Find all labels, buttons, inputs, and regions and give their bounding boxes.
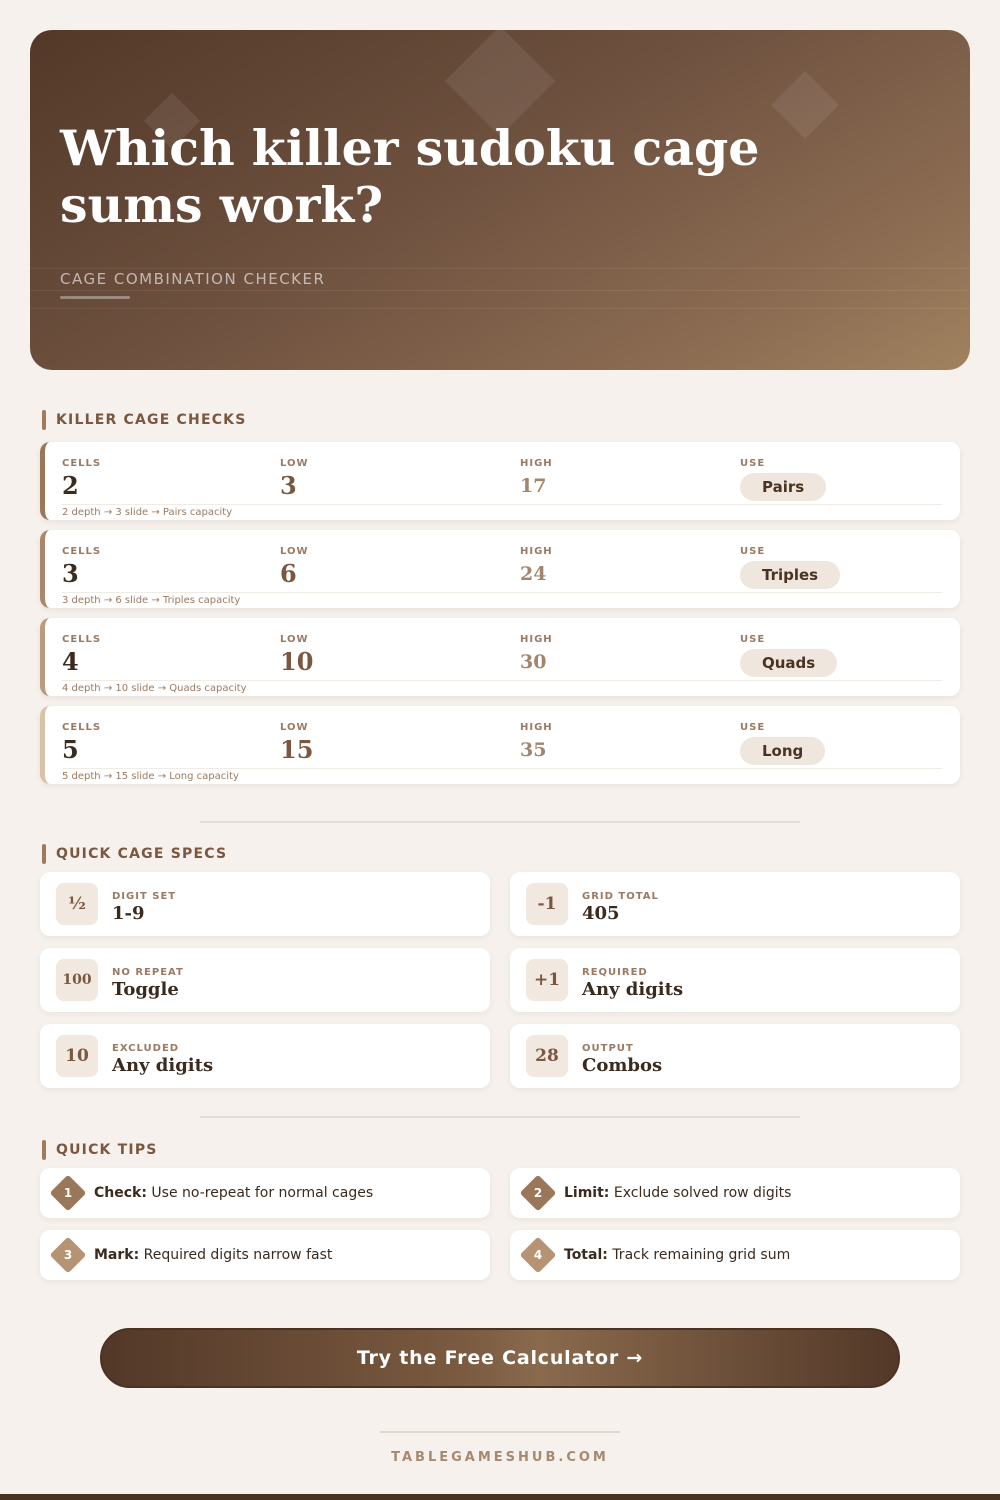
hero-decor-line [30,308,970,309]
ten-icon: 10 [56,1035,98,1077]
tip-body: Use no-repeat for normal cages [151,1185,374,1201]
spec-card-required [510,948,960,1012]
cells-column [62,634,101,676]
use-pill: Long [740,737,825,765]
tip-card [510,1230,960,1280]
half-fraction-icon: ½ [56,883,98,925]
diamond-number-icon [525,1180,551,1206]
hero-decor-line [30,268,970,269]
high-value: 17 [520,475,547,497]
low-value: 15 [280,735,314,764]
hundred-icon: 100 [56,959,98,1001]
high-column [520,634,553,673]
low-column [280,634,313,676]
high-label: HIGH [520,722,553,733]
high-label: HIGH [520,546,553,557]
cage-row [40,442,960,520]
spec-card-digit-set [40,872,490,936]
spec-value: 405 [582,903,620,924]
section-accent-bar [42,844,46,864]
cage-row [40,530,960,608]
diamond-number-icon [55,1180,81,1206]
spec-label: GRID TOTAL [582,891,659,902]
use-pill: Pairs [740,473,826,501]
row-note: 2 depth → 3 slide → Pairs capacity [62,507,233,518]
spec-label: EXCLUDED [112,1043,180,1054]
high-value: 24 [520,563,547,585]
spec-label: DIGIT SET [112,891,177,902]
tip-text [564,1247,790,1263]
tip-text [564,1185,791,1201]
cells-column [62,722,101,764]
use-label: USE [740,722,766,733]
spec-card-output [510,1024,960,1088]
tip-body: Required digits narrow fast [143,1247,333,1263]
footer-divider [380,1431,620,1433]
subtitle-underline [60,296,130,299]
tip-key: Check: [94,1185,147,1201]
row-note: 3 depth → 6 slide → Triples capacity [62,595,241,606]
tip-number: 1 [63,1186,73,1200]
cells-value: 2 [62,471,79,500]
low-label: LOW [280,722,309,733]
section-divider [200,1116,800,1118]
row-separator [62,592,942,593]
tip-text [94,1247,332,1263]
high-label: HIGH [520,458,553,469]
diamond-number-icon [55,1242,81,1268]
cage-row [40,618,960,696]
row-note: 4 depth → 10 slide → Quads capacity [62,683,247,694]
cells-column [62,458,101,500]
row-separator [62,504,942,505]
low-value: 3 [280,471,297,500]
section-accent-bar [42,1140,46,1160]
use-column [740,722,825,765]
spec-value: Toggle [112,979,179,1000]
tip-body: Track remaining grid sum [612,1247,791,1263]
low-column [280,722,313,764]
section-accent-bar [42,410,46,430]
spec-label: OUTPUT [582,1043,634,1054]
tip-number: 4 [533,1248,543,1262]
footer-site-name: TABLEGAMESHUB.COM [391,1450,609,1465]
high-value: 30 [520,651,547,673]
cage-row [40,706,960,784]
use-label: USE [740,458,766,469]
use-column [740,458,826,501]
use-pill: Triples [740,561,840,589]
spec-card-grid-total [510,872,960,936]
use-column [740,546,840,589]
cells-value: 4 [62,647,79,676]
minus-one-icon: -1 [526,883,568,925]
tip-card [510,1168,960,1218]
tip-key: Limit: [564,1185,610,1201]
cells-value: 5 [62,735,79,764]
hero-banner [30,30,970,370]
low-label: LOW [280,458,309,469]
diamond-decor-icon [771,71,839,139]
row-note: 5 depth → 15 slide → Long capacity [62,771,239,782]
cells-label: CELLS [62,634,102,645]
cells-label: CELLS [62,546,102,557]
page-subtitle: CAGE COMBINATION CHECKER [60,270,326,288]
cells-label: CELLS [62,722,102,733]
tip-body: Exclude solved row digits [613,1185,792,1201]
use-label: USE [740,546,766,557]
diamond-number-icon [525,1242,551,1268]
high-column [520,722,553,761]
spec-label: REQUIRED [582,967,648,978]
tip-number: 2 [533,1186,543,1200]
tip-number: 3 [63,1248,73,1262]
section-divider [200,821,800,823]
low-column [280,546,309,588]
section-heading-text: QUICK CAGE SPECS [56,846,228,862]
cells-value: 3 [62,559,79,588]
try-calculator-button[interactable]: Try the Free Calculator → [100,1328,900,1388]
use-pill: Quads [740,649,837,677]
use-column [740,634,837,677]
spec-value: 1-9 [112,903,145,924]
spec-value: Any digits [582,979,684,1000]
spec-value: Combos [582,1055,663,1076]
low-label: LOW [280,634,309,645]
page-title: Which killer sudoku cage sums work? [60,119,760,234]
tip-key: Total: [564,1247,608,1263]
spec-value: Any digits [112,1055,214,1076]
twenty-eight-icon: 28 [526,1035,568,1077]
section-heading-cage-checks [42,410,247,430]
low-column [280,458,309,500]
row-separator [62,768,942,769]
low-value: 10 [280,647,314,676]
spec-label: NO REPEAT [112,967,184,978]
high-column [520,458,553,497]
tip-text [94,1185,373,1201]
section-heading-tips [42,1140,158,1160]
cells-column [62,546,101,588]
section-heading-text: QUICK TIPS [56,1142,158,1158]
spec-card-no-repeat [40,948,490,1012]
high-label: HIGH [520,634,553,645]
section-heading-text: KILLER CAGE CHECKS [56,412,247,428]
use-label: USE [740,634,766,645]
plus-one-icon: +1 [526,959,568,1001]
section-heading-specs [42,844,227,864]
low-label: LOW [280,546,309,557]
row-separator [62,680,942,681]
tip-key: Mark: [94,1247,140,1263]
bottom-bar [0,1494,1000,1500]
cells-label: CELLS [62,458,102,469]
tip-card [40,1230,490,1280]
high-value: 35 [520,739,547,761]
tip-card [40,1168,490,1218]
low-value: 6 [280,559,297,588]
high-column [520,546,553,585]
spec-card-excluded [40,1024,490,1088]
hero-decor-line [30,290,970,291]
